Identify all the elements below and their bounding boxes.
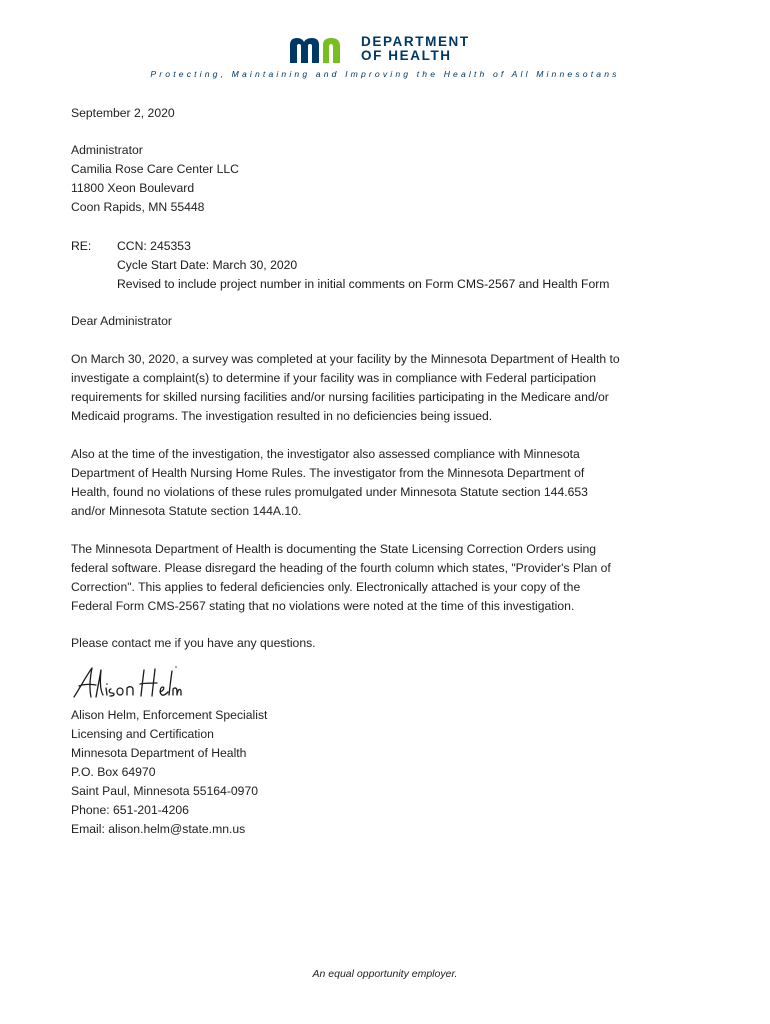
re-line: CCN: 245353	[117, 239, 191, 253]
logo-line-2: OF HEALTH	[361, 48, 452, 63]
signer-city: Saint Paul, Minnesota 55164-0970	[71, 784, 259, 798]
paragraph-line: Federal Form CMS-2567 stating that no violations were noted at the time of this investigation.	[71, 599, 575, 613]
paragraph-line: On March 30, 2020, a survey was completed at your facility by the Minnesota Department of Health to	[71, 352, 620, 366]
paragraph-line: requirements for skilled nursing facilities and/or nursing facilities participating in the Medicare and/or	[71, 390, 609, 404]
letter-date: September 2, 2020	[71, 106, 175, 120]
handwritten-signature	[72, 664, 182, 702]
mn-logo-icon	[288, 36, 354, 64]
paragraph-line: Correction". This applies to federal deficiencies only. Electronically attached is your copy of the	[71, 580, 581, 594]
re-line: Revised to include project number in initial comments on Form CMS-2567 and Health Form	[117, 277, 610, 291]
recipient-address	[71, 141, 239, 217]
recipient-line: Camilia Rose Care Center LLC	[71, 162, 239, 176]
signer-name-title: Alison Helm, Enforcement Specialist	[71, 708, 268, 722]
mdh-logo	[288, 34, 488, 68]
re-label: RE:	[71, 239, 92, 253]
paragraph-1	[71, 350, 620, 426]
signer-phone: Phone: 651-201-4206	[71, 803, 189, 817]
recipient-line: 11800 Xeon Boulevard	[71, 181, 195, 195]
paragraph-3	[71, 540, 611, 616]
salutation: Dear Administrator	[71, 314, 172, 328]
department-wordmark	[361, 35, 470, 63]
recipient-line: Coon Rapids, MN 55448	[71, 200, 205, 214]
logo-line-1: DEPARTMENT	[361, 34, 470, 49]
paragraph-line: and/or Minnesota Statute section 144A.10.	[71, 504, 302, 518]
signer-division: Licensing and Certification	[71, 727, 214, 741]
paragraph-line: Medicaid programs. The investigation resulted in no deficiencies being issued.	[71, 409, 493, 423]
signature-block	[71, 706, 267, 839]
paragraph-2	[71, 445, 588, 521]
paragraph-line: Also at the time of the investigation, the investigator also assessed compliance with Minnesota	[71, 447, 580, 461]
paragraph-line: Department of Health Nursing Home Rules. The investigator from the Minnesota Department of	[71, 466, 585, 480]
re-line: Cycle Start Date: March 30, 2020	[117, 258, 298, 272]
signer-department: Minnesota Department of Health	[71, 746, 247, 760]
paragraph-line: investigate a complaint(s) to determine if your facility was in compliance with Federal participation	[71, 371, 596, 385]
recipient-line: Administrator	[71, 143, 143, 157]
tagline: Protecting, Maintaining and Improving the Health of All Minnesotans	[150, 69, 620, 79]
footer-equal-opportunity: An equal opportunity employer.	[312, 968, 458, 980]
signer-email: Email: alison.helm@state.mn.us	[71, 822, 246, 836]
signer-po-box: P.O. Box 64970	[71, 765, 156, 779]
paragraph-line: The Minnesota Department of Health is documenting the State Licensing Correction Orders using	[71, 542, 597, 556]
closing-line: Please contact me if you have any questions.	[71, 636, 316, 650]
paragraph-line: federal software. Please disregard the heading of the fourth column which states, "Provider's Plan of	[71, 561, 611, 575]
paragraph-line: Health, found no violations of these rules promulgated under Minnesota Statute section 144.653	[71, 485, 588, 499]
re-subject	[117, 237, 609, 294]
